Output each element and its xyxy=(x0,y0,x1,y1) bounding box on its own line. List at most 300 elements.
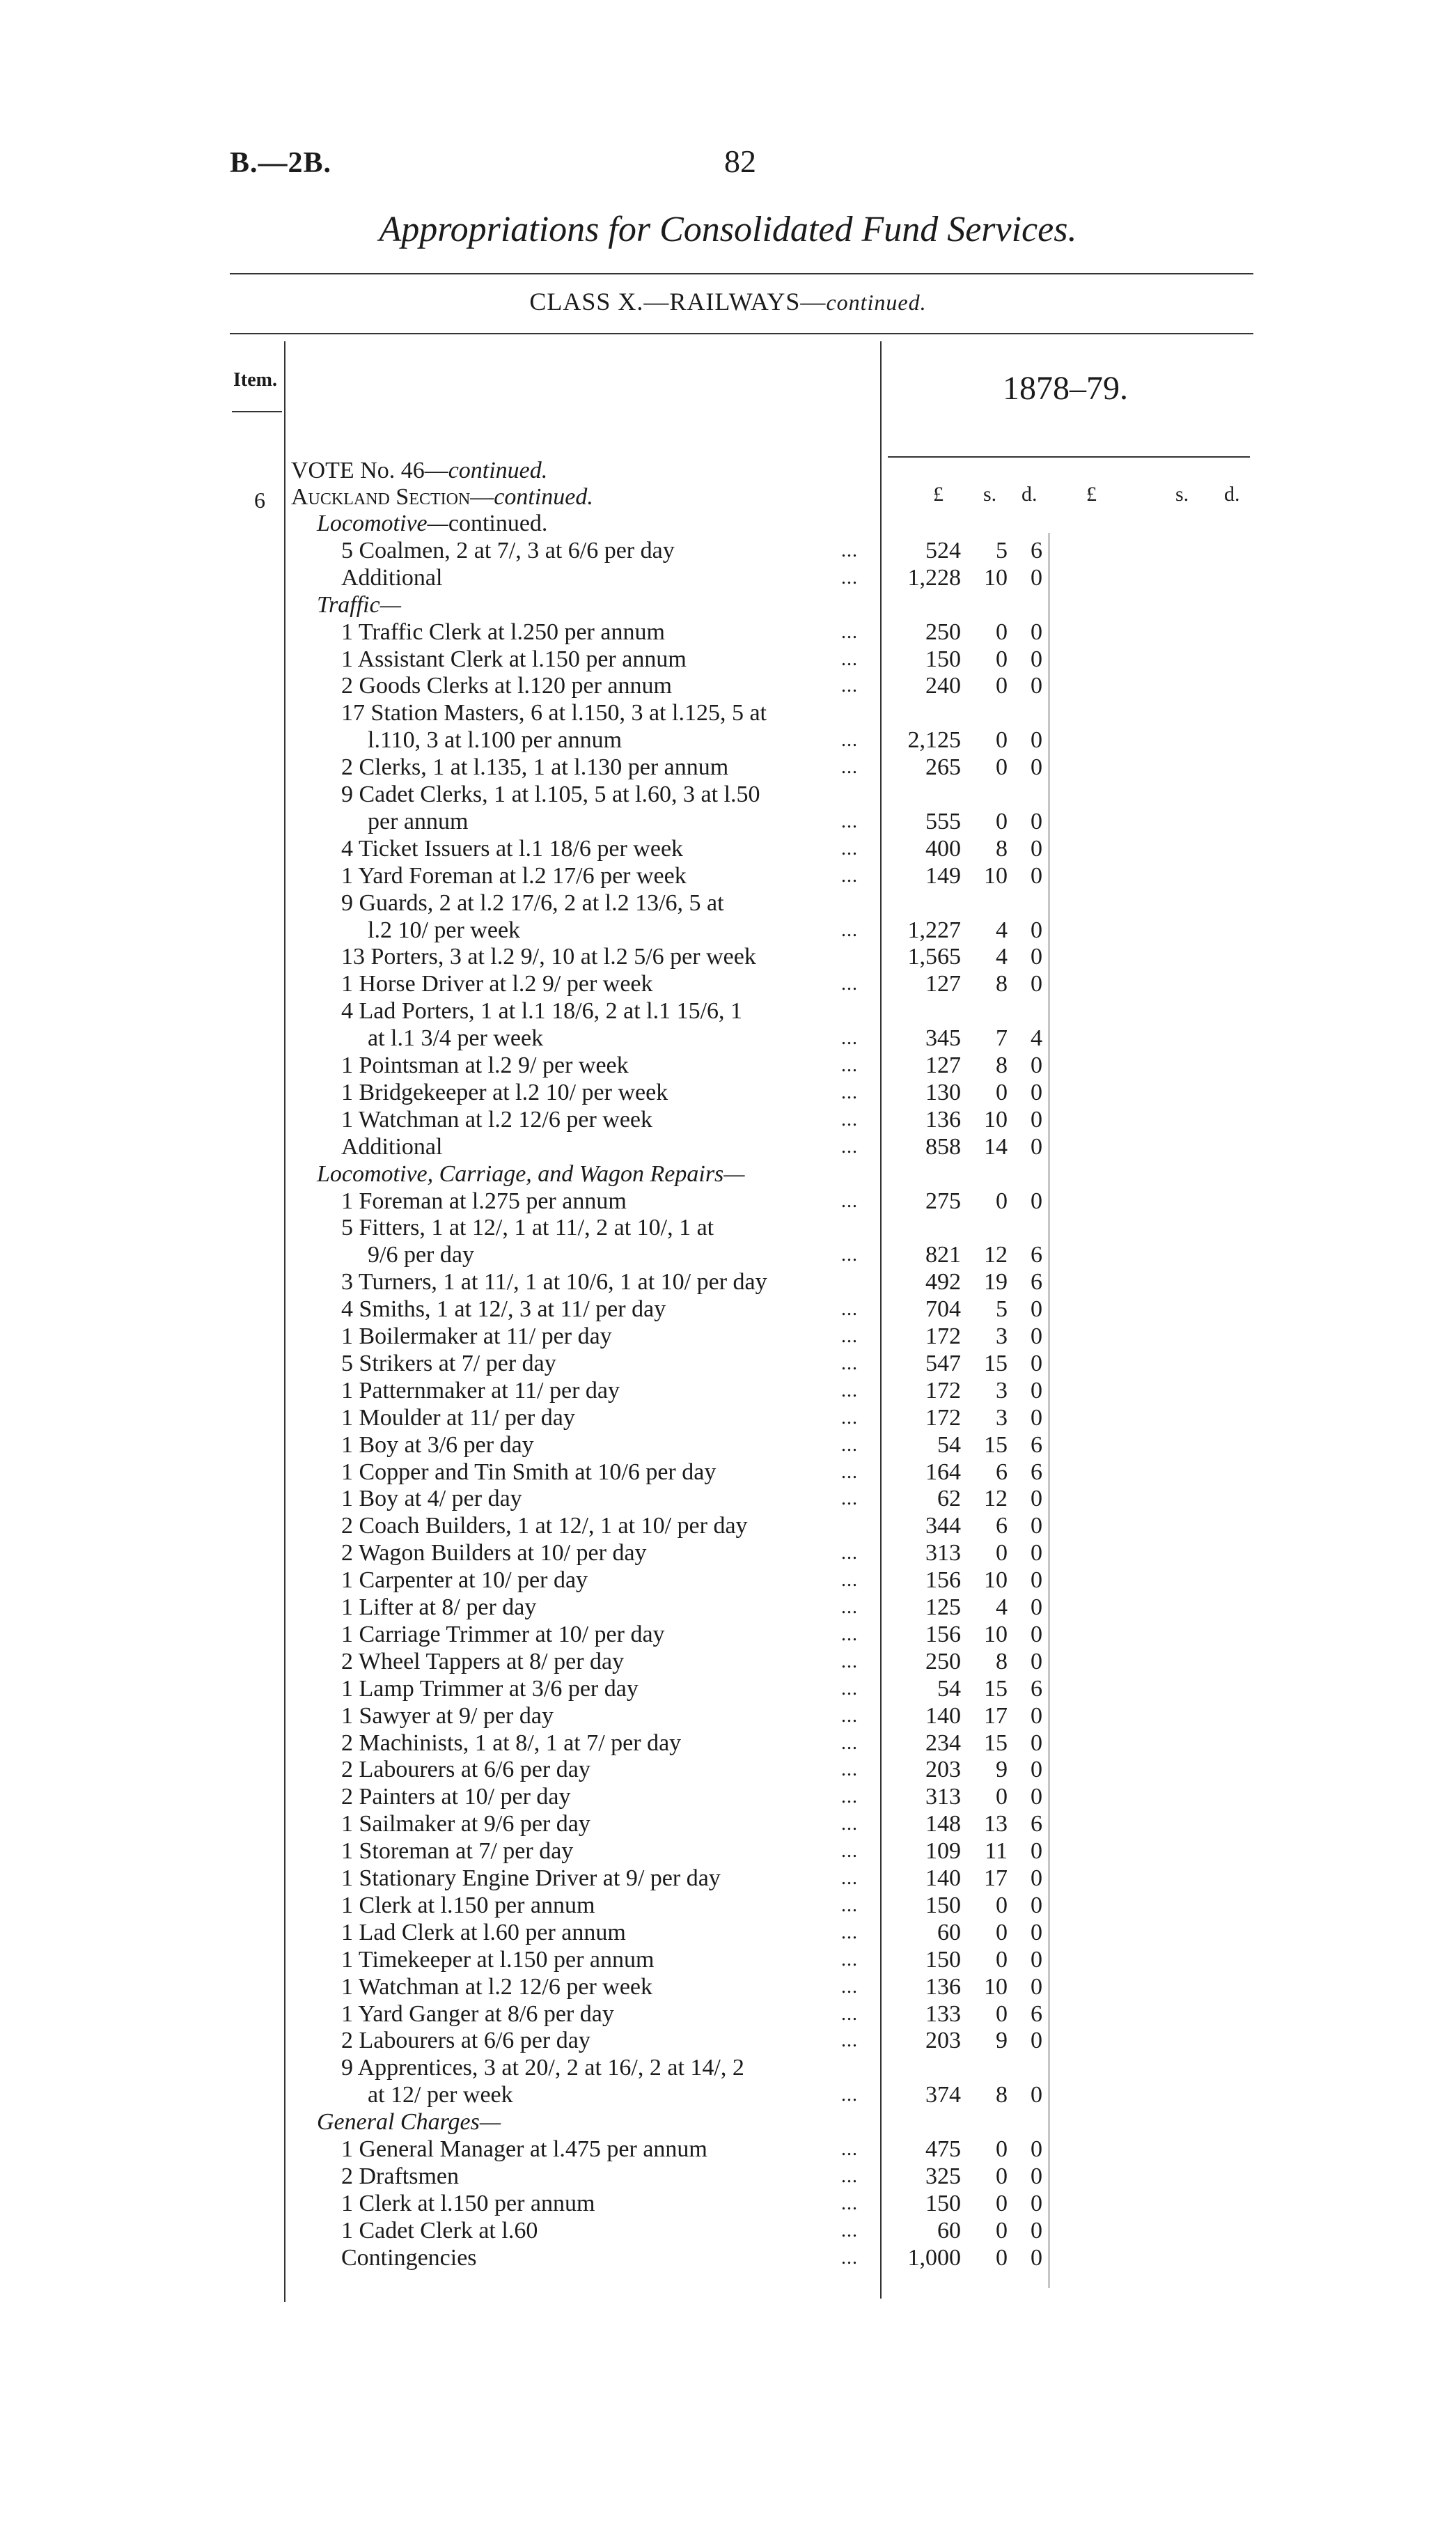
amount-pounds: 127 xyxy=(925,1052,961,1078)
row-description xyxy=(341,1052,629,1079)
amount-pence: 0 xyxy=(1031,917,1042,943)
row-description xyxy=(341,1351,556,1377)
table-row xyxy=(0,1405,1456,1431)
row-description xyxy=(341,863,687,889)
amount-pounds: 313 xyxy=(925,1540,961,1566)
row-text: 1 Yard Foreman at l.2 17/6 per week xyxy=(341,863,687,889)
subtitle-rule xyxy=(230,333,1253,334)
vote-label: VOTE No. 46— xyxy=(291,458,448,483)
amount-shillings: 15 xyxy=(984,1730,1008,1756)
row-description xyxy=(341,1459,716,1486)
table-row xyxy=(0,1025,1456,1052)
row-text: l.2 10/ per week xyxy=(368,917,521,943)
row-text: 1 Timekeeper at l.150 per annum xyxy=(341,1947,655,1973)
row-description xyxy=(341,2245,477,2271)
amount-pounds: 60 xyxy=(937,1920,961,1945)
row-text: 1 Patternmaker at 11/ per day xyxy=(341,1378,620,1404)
row-description xyxy=(341,1920,626,1946)
amount-shillings: 3 xyxy=(996,1378,1008,1404)
amount-pounds: 127 xyxy=(925,971,961,997)
amount-pounds: 475 xyxy=(925,2136,961,2162)
table-row xyxy=(0,917,1456,944)
row-text: 1 Watchman at l.2 12/6 per week xyxy=(341,1107,652,1133)
row-text: 1 Carriage Trimmer at 10/ per day xyxy=(341,1622,665,1647)
row-text: at l.1 3/4 per week xyxy=(368,1025,544,1051)
amount-pounds: 140 xyxy=(925,1865,961,1891)
class-title-suffix: continued. xyxy=(826,290,927,315)
leader-dots: ... xyxy=(841,1949,858,1971)
row-text: 5 Strikers at 7/ per day xyxy=(341,1351,556,1376)
amount-shillings: 0 xyxy=(996,2163,1008,2189)
row-description xyxy=(368,1242,474,1268)
row-text: 9 Apprentices, 3 at 20/, 2 at 16/, 2 at 14/, 2 xyxy=(341,2055,744,2081)
leader-dots: ... xyxy=(841,838,858,860)
amount-shillings: 0 xyxy=(996,1784,1008,1810)
leader-dots: ... xyxy=(841,2030,858,2051)
amount-pence: 0 xyxy=(1031,646,1042,672)
row-text: 1 Clerk at l.150 per annum xyxy=(341,1892,595,1918)
row-text: 4 Lad Porters, 1 at l.1 18/6, 2 at l.1 15/6, 1 xyxy=(341,998,743,1024)
amount-pounds: 555 xyxy=(925,809,961,834)
table-row xyxy=(0,1351,1456,1377)
amount-shillings: 11 xyxy=(985,1838,1008,1864)
table-row xyxy=(0,1974,1456,2000)
leader-dots: ... xyxy=(841,1840,858,1862)
amount-pounds: 325 xyxy=(925,2163,961,2189)
leader-dots: ... xyxy=(841,1976,858,1998)
row-text: 1 Boy at 3/6 per day xyxy=(341,1432,534,1458)
page-title: Appropriations for Consolidated Fund Services. xyxy=(379,210,1077,249)
leader-dots: ... xyxy=(841,1542,858,1564)
row-text: Traffic— xyxy=(317,592,401,618)
vote-suffix: continued. xyxy=(448,458,548,483)
table-row xyxy=(0,1784,1456,1810)
amount-pounds: 156 xyxy=(925,1567,961,1593)
table-row xyxy=(0,1540,1456,1567)
row-description xyxy=(341,1622,665,1648)
table-row xyxy=(0,1811,1456,1837)
leader-dots: ... xyxy=(841,973,858,995)
row-description xyxy=(368,917,520,944)
amount-pence: 0 xyxy=(1031,2082,1042,2108)
amount-shillings: 15 xyxy=(984,1432,1008,1458)
amount-pounds: 240 xyxy=(925,673,961,699)
row-text: 2 Draftsmen xyxy=(341,2163,460,2189)
amount-pence: 0 xyxy=(1031,673,1042,699)
amount-pence: 0 xyxy=(1031,863,1042,889)
class-title-text: CLASS X.—RAILWAYS— xyxy=(529,288,827,316)
amount-pence: 0 xyxy=(1031,1188,1042,1214)
table-row xyxy=(0,1215,1456,1241)
row-description xyxy=(341,1892,595,1919)
row-text: 2 Clerks, 1 at l.135, 1 at l.130 per annum xyxy=(341,754,729,780)
table-row xyxy=(0,998,1456,1025)
amount-shillings: 7 xyxy=(996,1025,1008,1051)
amount-shillings: 0 xyxy=(996,646,1008,672)
amount-pounds: 133 xyxy=(925,2001,961,2027)
amount-shillings: 8 xyxy=(996,971,1008,997)
leader-dots: ... xyxy=(841,1705,858,1727)
row-text: 2 Painters at 10/ per day xyxy=(341,1784,571,1810)
amount-pounds: 130 xyxy=(925,1080,961,1105)
amount-pounds: 150 xyxy=(925,1947,961,1973)
leader-dots: ... xyxy=(841,1461,858,1483)
amount-pounds: 1,000 xyxy=(907,2245,961,2271)
amount-pence: 0 xyxy=(1031,1784,1042,1810)
row-description xyxy=(341,1567,588,1594)
row-description xyxy=(341,1974,652,2000)
amount-pounds: 60 xyxy=(937,2218,961,2244)
amount-pounds: 109 xyxy=(925,1838,961,1864)
amount-pence: 0 xyxy=(1031,1594,1042,1620)
amount-pence: 0 xyxy=(1031,1703,1042,1729)
row-text: 2 Machinists, 1 at 8/, 1 at 7/ per day xyxy=(341,1730,682,1756)
leader-dots: ... xyxy=(841,1027,858,1049)
amount-pence: 0 xyxy=(1031,809,1042,834)
table-row xyxy=(0,809,1456,835)
table-row xyxy=(0,1513,1456,1539)
row-text: 1 Cadet Clerk at l.60 xyxy=(341,2218,538,2244)
row-description xyxy=(341,754,728,781)
row-description xyxy=(368,1025,543,1052)
item-column-header: Item. xyxy=(233,369,277,391)
amount-pounds: 250 xyxy=(925,1649,961,1674)
amount-pence: 0 xyxy=(1031,1920,1042,1945)
amount-pounds: 547 xyxy=(925,1351,961,1376)
amount-shillings: 12 xyxy=(984,1486,1008,1511)
table-row xyxy=(0,863,1456,889)
row-description xyxy=(341,2218,538,2244)
section-suffix: continued. xyxy=(494,484,593,510)
amount-shillings: 10 xyxy=(984,1567,1008,1593)
amount-shillings: 10 xyxy=(984,565,1008,591)
amount-pounds: 400 xyxy=(925,836,961,862)
amount-shillings: 0 xyxy=(996,754,1008,780)
row-text: 1 Horse Driver at l.2 9/ per week xyxy=(341,971,653,997)
amount-pence: 0 xyxy=(1031,727,1042,753)
row-text: 1 Lad Clerk at l.60 per annum xyxy=(341,1920,626,1945)
amount-shillings: 0 xyxy=(996,2245,1008,2271)
row-description xyxy=(341,1865,721,1892)
leader-dots: ... xyxy=(841,2084,858,2106)
row-text: Locomotive, Carriage, and Wagon Repairs— xyxy=(317,1161,745,1187)
leader-dots: ... xyxy=(841,2247,858,2269)
row-text: 1 General Manager at l.475 per annum xyxy=(341,2136,707,2162)
table-row xyxy=(0,1080,1456,1106)
leader-dots: ... xyxy=(841,1055,858,1076)
row-text: 1 Pointsman at l.2 9/ per week xyxy=(341,1052,629,1078)
amount-shillings: 6 xyxy=(996,1459,1008,1485)
row-text: 1 Boy at 4/ per day xyxy=(341,1486,522,1511)
row-text: 3 Turners, 1 at 11/, 1 at 10/6, 1 at 10/ per day xyxy=(341,1269,767,1295)
table-row xyxy=(0,1269,1456,1296)
amount-pence: 0 xyxy=(1031,1405,1042,1431)
row-text: at 12/ per week xyxy=(368,2082,513,2108)
amount-pence: 0 xyxy=(1031,1622,1042,1647)
amount-pounds: 1,565 xyxy=(907,944,961,970)
amount-pounds: 492 xyxy=(925,1269,961,1295)
currency-pounds-header-2: £ xyxy=(1086,483,1097,506)
page-reference: B.—2B. xyxy=(230,147,332,179)
amount-pounds: 704 xyxy=(925,1296,961,1322)
row-description xyxy=(341,619,665,646)
table-row xyxy=(0,2028,1456,2054)
currency-pounds-header: £ xyxy=(933,483,944,506)
leader-dots: ... xyxy=(841,621,858,643)
leader-dots: ... xyxy=(841,2193,858,2214)
amount-pence: 6 xyxy=(1031,1432,1042,1458)
amount-pence: 0 xyxy=(1031,944,1042,970)
row-text: Additional xyxy=(341,1134,443,1160)
row-text: 1 Storeman at 7/ per day xyxy=(341,1838,574,1864)
row-description xyxy=(341,1269,767,1296)
table-row xyxy=(0,2218,1456,2244)
amount-shillings: 10 xyxy=(984,1107,1008,1133)
amount-pence: 0 xyxy=(1031,1378,1042,1404)
amount-pounds: 172 xyxy=(925,1323,961,1349)
amount-pence: 0 xyxy=(1031,1296,1042,1322)
table-row xyxy=(0,1323,1456,1350)
row-description xyxy=(341,1296,666,1323)
table-row xyxy=(0,1649,1456,1675)
row-text: 2 Goods Clerks at l.120 per annum xyxy=(341,673,672,699)
row-description xyxy=(341,2001,614,2028)
row-text: 9 Guards, 2 at l.2 17/6, 2 at l.2 13/6, 5 at xyxy=(341,890,724,916)
amount-shillings: 10 xyxy=(984,863,1008,889)
row-description xyxy=(341,700,767,726)
row-text: 2 Wagon Builders at 10/ per day xyxy=(341,1540,647,1566)
amount-pounds: 136 xyxy=(925,1974,961,2000)
amount-pounds: 149 xyxy=(925,863,961,889)
table-row xyxy=(0,1892,1456,1919)
amount-shillings: 13 xyxy=(984,1811,1008,1837)
row-description xyxy=(341,1405,575,1431)
table-row xyxy=(0,2082,1456,2108)
leader-dots: ... xyxy=(841,2166,858,2187)
table-row xyxy=(0,1730,1456,1757)
row-text: 1 Clerk at l.150 per annum xyxy=(341,2191,595,2216)
row-text: 1 Bridgekeeper at l.2 10/ per week xyxy=(341,1080,668,1105)
amount-pounds: 140 xyxy=(925,1703,961,1729)
row-heading xyxy=(317,592,401,619)
row-text: per annum xyxy=(368,809,469,834)
row-text: 2 Labourers at 6/6 per day xyxy=(341,2028,590,2053)
table-row xyxy=(0,1594,1456,1621)
row-description xyxy=(341,1676,639,1702)
amount-shillings: 15 xyxy=(984,1351,1008,1376)
amount-pence: 0 xyxy=(1031,2028,1042,2053)
table-row xyxy=(0,700,1456,726)
row-description xyxy=(341,836,683,862)
amount-pounds: 524 xyxy=(925,538,961,563)
leader-dots: ... xyxy=(841,2003,858,2025)
class-title xyxy=(0,287,1456,316)
row-suffix: continued. xyxy=(448,511,548,536)
row-text: 13 Porters, 3 at l.2 9/, 10 at l.2 5/6 per week xyxy=(341,944,756,970)
row-text: 1 Stationary Engine Driver at 9/ per day xyxy=(341,1865,721,1891)
row-text: 2 Wheel Tappers at 8/ per day xyxy=(341,1649,625,1674)
table-row xyxy=(0,2245,1456,2271)
row-text: 9 Cadet Clerks, 1 at l.105, 5 at l.60, 3 at l.50 xyxy=(341,782,760,807)
item-number: 6 xyxy=(254,488,265,513)
row-description xyxy=(341,1811,590,1837)
amount-shillings: 14 xyxy=(984,1134,1008,1160)
table-row xyxy=(0,1676,1456,1702)
row-description xyxy=(341,1323,612,1350)
row-text: 5 Coalmen, 2 at 7/, 3 at 6/6 per day xyxy=(341,538,675,563)
row-description xyxy=(341,1649,624,1675)
leader-dots: ... xyxy=(841,2220,858,2241)
table-row xyxy=(0,1188,1456,1215)
amount-shillings: 0 xyxy=(996,2136,1008,2162)
amount-pounds: 54 xyxy=(937,1676,961,1702)
leader-dots: ... xyxy=(841,1678,858,1700)
table-row xyxy=(0,971,1456,997)
leader-dots: ... xyxy=(841,1759,858,1780)
leader-dots: ... xyxy=(841,1136,858,1158)
row-text: 1 Carpenter at 10/ per day xyxy=(341,1567,588,1593)
row-description xyxy=(341,944,756,970)
row-description xyxy=(341,2191,595,2217)
leader-dots: ... xyxy=(841,1895,858,1916)
leader-dots: ... xyxy=(841,540,858,561)
table-row xyxy=(0,1947,1456,1973)
leader-dots: ... xyxy=(841,1922,858,1943)
amount-shillings: 0 xyxy=(996,727,1008,753)
amount-pounds: 150 xyxy=(925,2191,961,2216)
leader-dots: ... xyxy=(841,1569,858,1591)
amount-pence: 0 xyxy=(1031,565,1042,591)
amount-shillings: 0 xyxy=(996,1080,1008,1105)
amount-shillings: 15 xyxy=(984,1676,1008,1702)
amount-pounds: 858 xyxy=(925,1134,961,1160)
leader-dots: ... xyxy=(841,1488,858,1509)
amount-pence: 0 xyxy=(1031,1080,1042,1105)
row-text: Contingencies xyxy=(341,2245,477,2271)
currency-shillings-header-2: s. xyxy=(1175,483,1189,506)
row-description xyxy=(341,2136,707,2163)
row-description xyxy=(341,782,760,808)
amount-shillings: 8 xyxy=(996,1052,1008,1078)
table-row xyxy=(0,2109,1456,2136)
row-text: 4 Smiths, 1 at 12/, 3 at 11/ per day xyxy=(341,1296,666,1322)
row-description xyxy=(341,1594,536,1621)
row-description xyxy=(341,998,742,1025)
amount-shillings: 0 xyxy=(996,673,1008,699)
amount-shillings: 4 xyxy=(996,1594,1008,1620)
amount-pence: 0 xyxy=(1031,2218,1042,2244)
leader-dots: ... xyxy=(841,1109,858,1130)
row-description xyxy=(341,1215,714,1241)
row-heading xyxy=(317,511,547,537)
row-description xyxy=(341,1134,442,1160)
table-row xyxy=(0,836,1456,862)
leader-dots: ... xyxy=(841,1353,858,1374)
amount-shillings: 19 xyxy=(984,1269,1008,1295)
amount-shillings: 10 xyxy=(984,1974,1008,2000)
amount-pence: 0 xyxy=(1031,1974,1042,2000)
amount-pounds: 203 xyxy=(925,1757,961,1782)
row-description xyxy=(341,646,687,673)
leader-dots: ... xyxy=(841,1867,858,1889)
amount-pounds: 156 xyxy=(925,1622,961,1647)
row-description xyxy=(341,1188,627,1215)
amount-pence: 0 xyxy=(1031,2191,1042,2216)
leader-dots: ... xyxy=(841,1434,858,1456)
leader-dots: ... xyxy=(841,865,858,887)
amount-pounds: 265 xyxy=(925,754,961,780)
amount-shillings: 17 xyxy=(984,1865,1008,1891)
table-row xyxy=(0,1622,1456,1648)
amount-pounds: 234 xyxy=(925,1730,961,1756)
row-text: 1 Lifter at 8/ per day xyxy=(341,1594,537,1620)
table-row xyxy=(0,2191,1456,2217)
row-description xyxy=(341,1947,654,1973)
table-row xyxy=(0,1920,1456,1946)
amount-shillings: 0 xyxy=(996,1892,1008,1918)
amount-pounds: 275 xyxy=(925,1188,961,1214)
row-text: 1 Moulder at 11/ per day xyxy=(341,1405,575,1431)
amount-pence: 6 xyxy=(1031,1242,1042,1268)
table-row xyxy=(0,646,1456,673)
currency-shillings-header: s. xyxy=(983,483,997,506)
leader-dots: ... xyxy=(841,1786,858,1808)
row-description xyxy=(341,2028,590,2054)
row-description xyxy=(341,890,724,917)
amount-shillings: 0 xyxy=(996,1188,1008,1214)
amount-shillings: 0 xyxy=(996,1540,1008,1566)
amount-shillings: 0 xyxy=(996,2191,1008,2216)
amount-pounds: 150 xyxy=(925,646,961,672)
amount-pounds: 345 xyxy=(925,1025,961,1051)
row-description xyxy=(341,2055,744,2081)
amount-pence: 0 xyxy=(1031,1513,1042,1539)
amount-pounds: 125 xyxy=(925,1594,961,1620)
amount-pence: 0 xyxy=(1031,754,1042,780)
table-row xyxy=(0,619,1456,646)
row-description xyxy=(341,673,672,699)
amount-pence: 0 xyxy=(1031,1865,1042,1891)
row-text: l.110, 3 at l.100 per annum xyxy=(368,727,623,753)
table-row xyxy=(0,1052,1456,1079)
leader-dots: ... xyxy=(841,919,858,941)
amount-pounds: 172 xyxy=(925,1378,961,1404)
leader-dots: ... xyxy=(841,648,858,670)
row-text: 1 Sailmaker at 9/6 per day xyxy=(341,1811,590,1837)
row-description xyxy=(341,1784,571,1810)
table-row xyxy=(0,2136,1456,2163)
row-text: 9/6 per day xyxy=(368,1242,474,1268)
amount-pence: 0 xyxy=(1031,1323,1042,1349)
row-description xyxy=(341,538,675,564)
row-text: 1 Assistant Clerk at l.150 per annum xyxy=(341,646,687,672)
row-text: Locomotive— xyxy=(317,511,448,536)
leader-dots: ... xyxy=(841,567,858,589)
row-description xyxy=(341,1378,620,1404)
amount-pounds: 148 xyxy=(925,1811,961,1837)
amount-pence: 0 xyxy=(1031,1052,1042,1078)
leader-dots: ... xyxy=(841,729,858,751)
amount-shillings: 0 xyxy=(996,2218,1008,2244)
amount-pence: 0 xyxy=(1031,2136,1042,2162)
table-row xyxy=(0,673,1456,699)
table-row xyxy=(0,1838,1456,1865)
table-row xyxy=(0,1865,1456,1892)
table-row xyxy=(0,944,1456,970)
amount-pence: 0 xyxy=(1031,1757,1042,1782)
row-text: Additional xyxy=(341,565,443,591)
amount-pence: 0 xyxy=(1031,1567,1042,1593)
